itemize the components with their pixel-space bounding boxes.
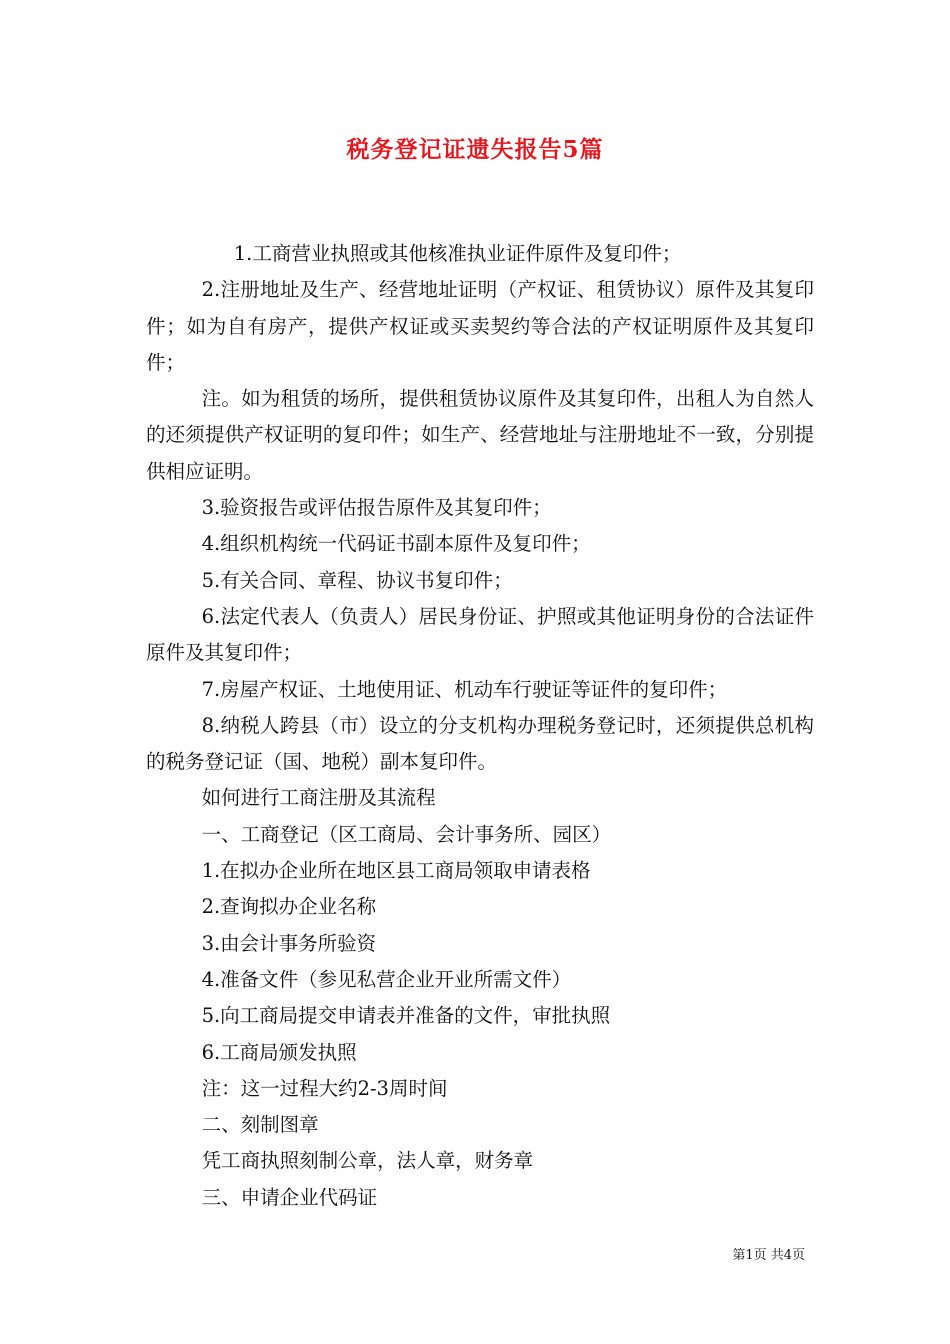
document-title: 税务登记证遗失报告5篇 xyxy=(346,136,604,163)
paragraph-11: 一、工商登记（区工商局、会计事务所、园区） xyxy=(201,822,612,846)
paragraph-19: 二、刻制图章 xyxy=(201,1113,319,1137)
paragraph-17: 6.工商局颁发执照 xyxy=(201,1040,357,1064)
page-number-footer: 第1页 共4页 xyxy=(732,1248,805,1263)
document-body xyxy=(146,236,814,1216)
paragraph-18: 注：这一过程大约2-3周时间 xyxy=(201,1076,448,1100)
paragraph-14: 3.由会计事务所验资 xyxy=(201,931,377,955)
paragraph-9: 8.纳税人跨县（市）设立的分支机构办理税务登记时，还须提供总机构的税务登记证（国、地税）副本复印件。 xyxy=(146,713,814,774)
paragraph-8: 7.房屋产权证、土地使用证、机动车行驶证等证件的复印件； xyxy=(201,677,728,701)
paragraph-5: 4.组织机构统一代码证书副本原件及复印件； xyxy=(201,532,591,556)
paragraph-7: 6.法定代表人（负责人）居民身份证、护照或其他证明身份的合法证件原件及其复印件； xyxy=(146,604,814,665)
paragraph-12: 1.在拟办企业所在地区县工商局领取申请表格 xyxy=(201,859,591,883)
paragraph-2: 2.注册地址及生产、经营地址证明（产权证、租赁协议）原件及其复印件；如为自有房产，提供产权证或买卖契约等合法的产权证明原件及其复印件； xyxy=(146,278,814,374)
paragraph-21: 三、申请企业代码证 xyxy=(201,1185,378,1209)
paragraph-1: 1.工商营业执照或其他核准执业证件原件及复印件； xyxy=(233,242,682,265)
paragraph-4: 3.验资报告或评估报告原件及其复印件； xyxy=(201,496,552,520)
paragraph-3: 注。如为租赁的场所，提供租赁协议原件及其复印件，出租人为自然人的还须提供产权证明的复印件；如生产、经营地址与注册地址不一致，分别提供相应证明。 xyxy=(146,387,814,483)
paragraph-6: 5.有关合同、章程、协议书复印件； xyxy=(201,568,513,592)
paragraph-20: 凭工商执照刻制公章，法人章，财务章 xyxy=(201,1149,534,1173)
paragraph-16: 5.向工商局提交申请表并准备的文件，审批执照 xyxy=(201,1004,611,1028)
paragraph-15: 4.准备文件（参见私营企业开业所需文件） xyxy=(201,967,572,991)
paragraph-10: 如何进行工商注册及其流程 xyxy=(201,786,436,810)
paragraph-13: 2.查询拟办企业名称 xyxy=(201,895,377,919)
